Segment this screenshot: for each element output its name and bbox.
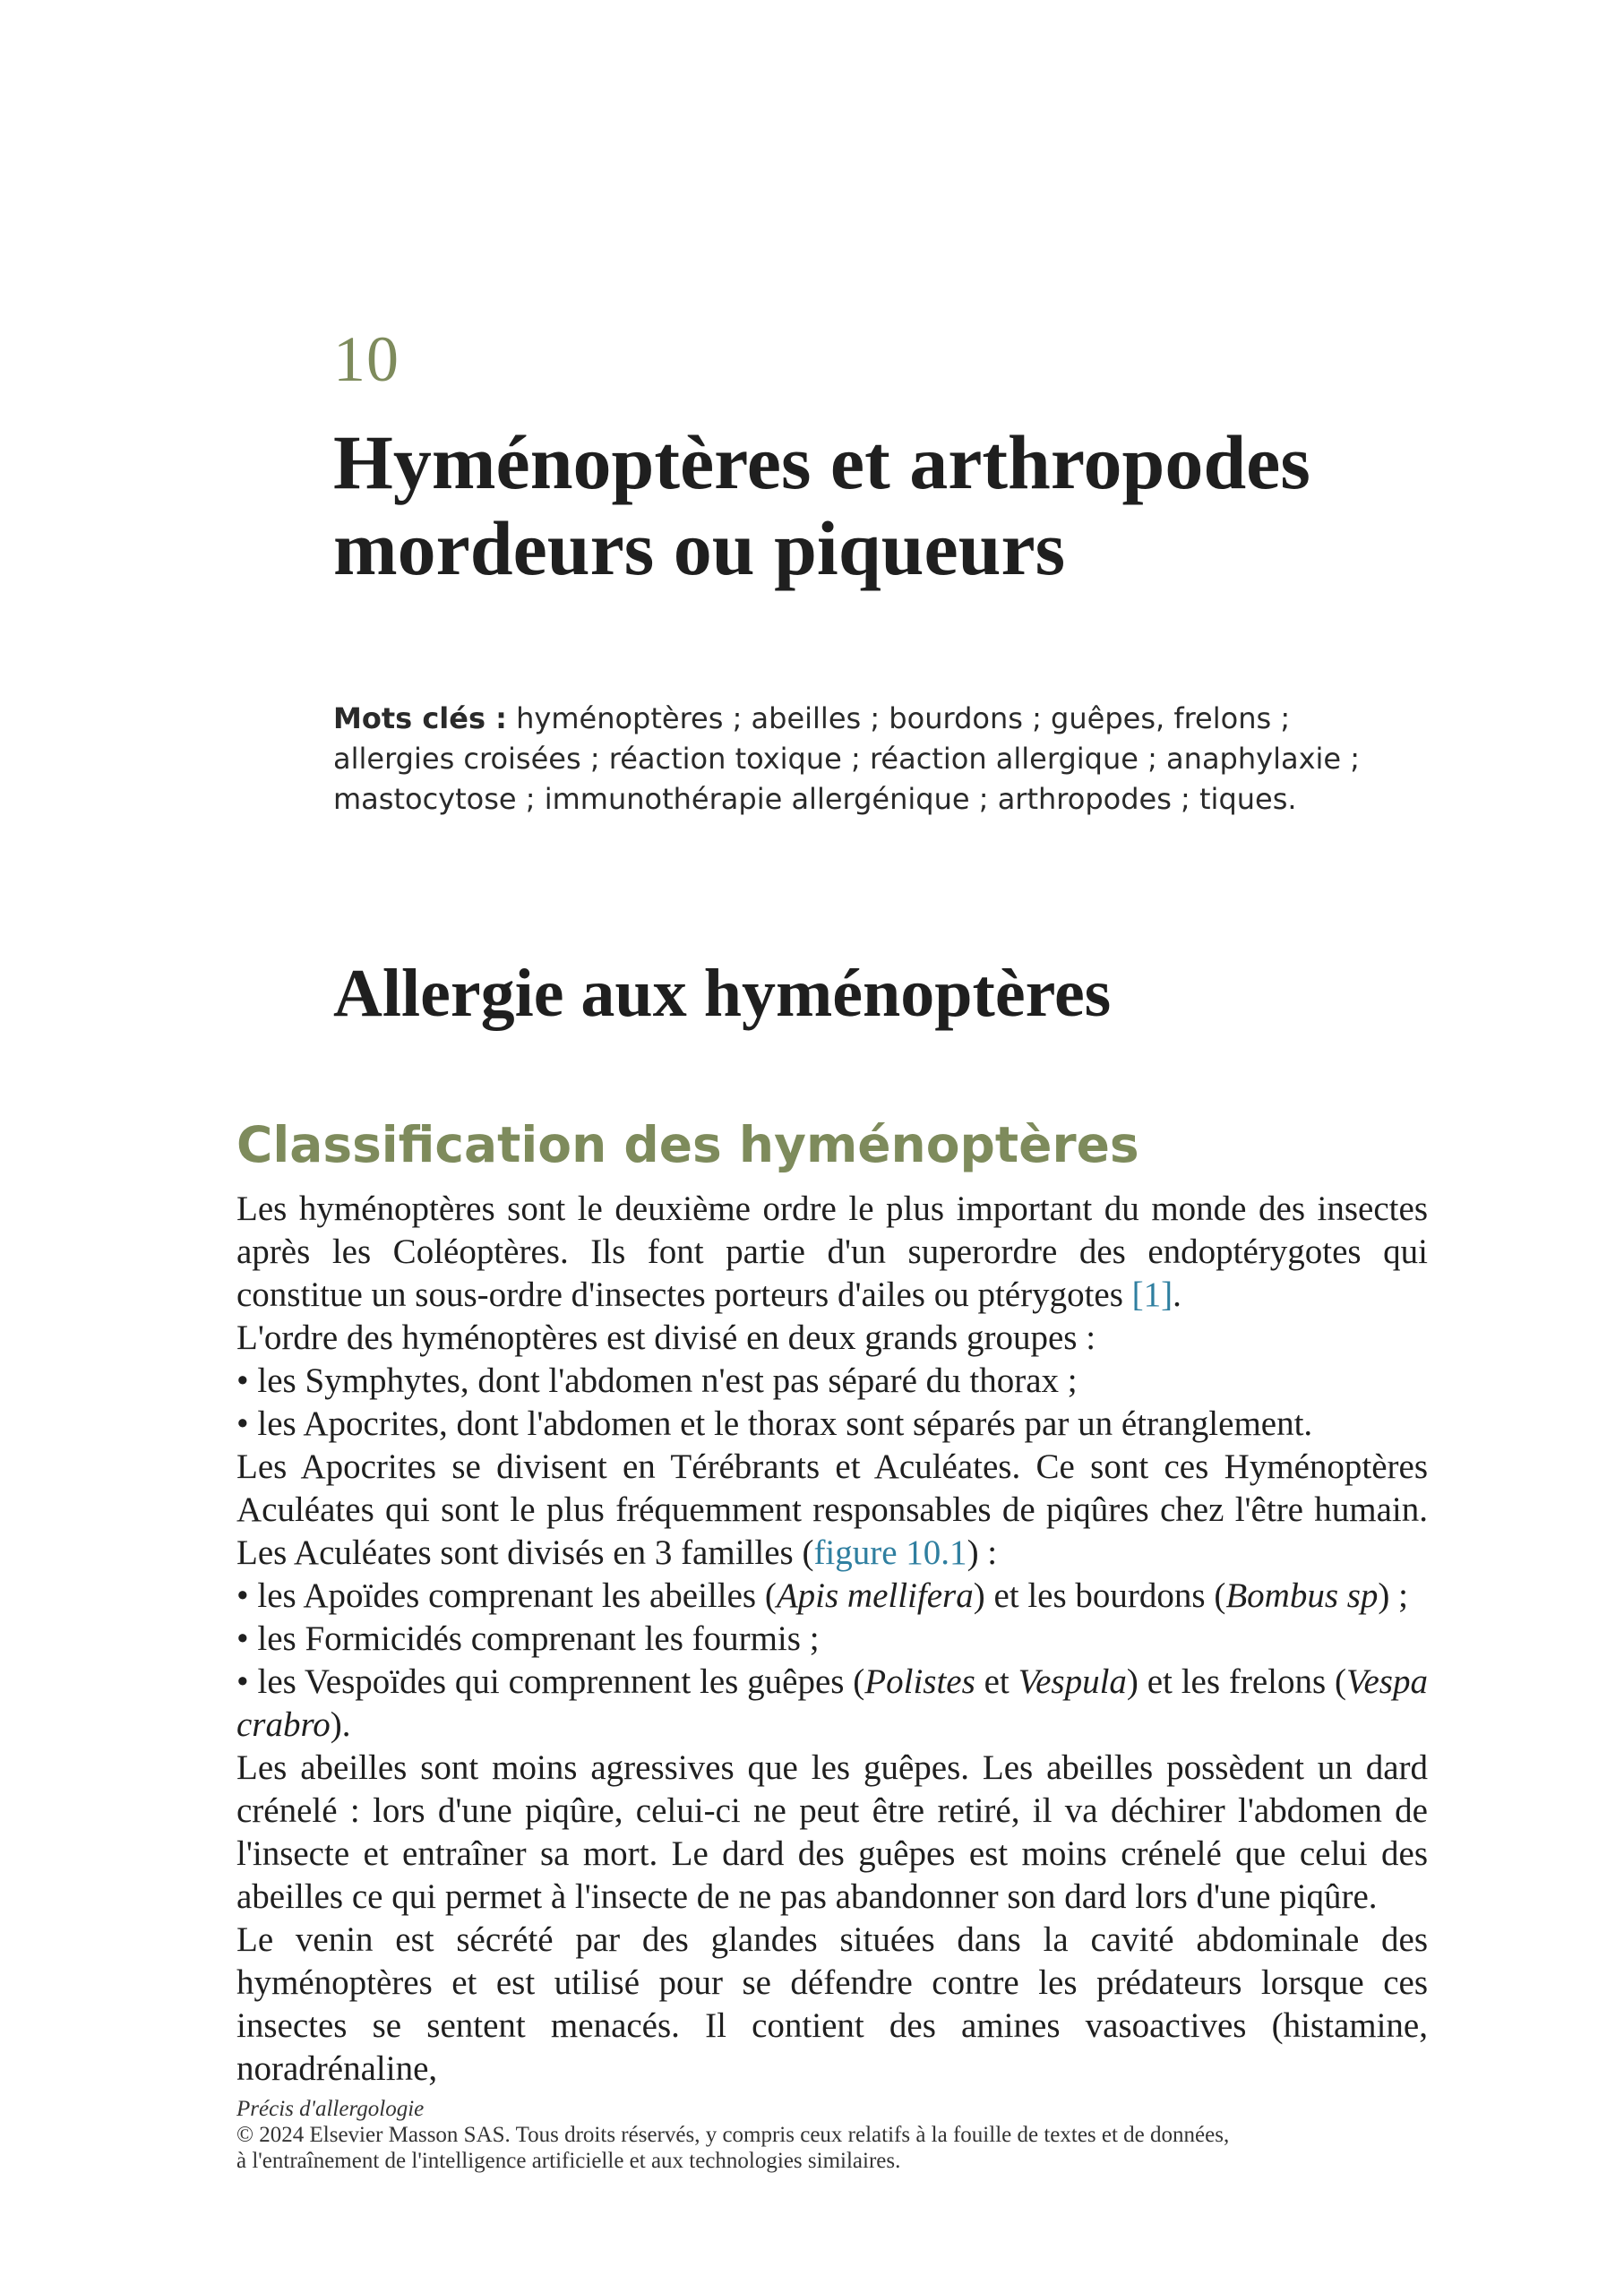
chapter-title-line2: mordeurs ou piqueurs bbox=[333, 505, 1066, 591]
list-item-text: et bbox=[975, 1662, 1018, 1701]
paragraph-text: . bbox=[1173, 1275, 1181, 1314]
paragraph-text: ) : bbox=[967, 1533, 998, 1572]
chapter-number: 10 bbox=[333, 323, 400, 395]
list-item-text: ). bbox=[330, 1705, 351, 1744]
list-item-text: ) et les frelons ( bbox=[1126, 1662, 1346, 1701]
paragraph: Le venin est sécrété par des glandes situées dans la cavité abdominale des hyménoptères et est utilisé pour se défendre contre les prédateurs lorsque ces insectes se sentent menacés. Il contient des amines vasoactives (histamine, noradrénaline, bbox=[236, 1920, 1428, 2088]
keywords-text: hyménoptères ; abeilles ; bourdons ; guêpes, frelons ; allergies croisées ; réaction toxique ; réaction allergique ; anaphylaxie ; mastocytose ; immunothérapie allergénique ; arthropodes ; tiques. bbox=[333, 701, 1361, 816]
paragraph bbox=[236, 1188, 1428, 1317]
paragraph: Les abeilles sont moins agressives que les guêpes. Les abeilles possèdent un dard crénelé : lors d'une piqûre, celui-ci ne peut être retiré, il va déchirer l'abdomen de l'insecte et entraîner sa mort. Le dard des guêpes est moins crénelé que celui des abeilles ce qui permet à l'insecte de ne pas abandonner son dard lors d'une piqûre. bbox=[236, 1748, 1428, 1916]
list-item-text: les Vespoïdes qui comprennent les guêpes ( bbox=[257, 1662, 865, 1701]
list-item: • les Apocrites, dont l'abdomen et le thorax sont séparés par un étranglement. bbox=[236, 1403, 1428, 1446]
species-name: Polistes bbox=[864, 1662, 975, 1701]
reference-link[interactable]: [1] bbox=[1131, 1275, 1173, 1314]
keywords-block bbox=[333, 699, 1363, 820]
chapter-title-line1: Hyménoptères et arthropodes bbox=[333, 419, 1310, 505]
species-name: Bombus sp bbox=[1225, 1576, 1379, 1615]
subsection-title: Classification des hyménoptères bbox=[236, 1116, 1139, 1173]
list-item: • les Formicidés comprenant les fourmis ; bbox=[236, 1618, 1428, 1661]
paragraph-text: Les Apocrites se divisent en Térébrants et Aculéates. Ce sont ces Hyménoptères Aculéates qui sont le plus fréquemment responsables de piqûres chez l'être humain. Les Aculéates sont divisés en 3 familles ( bbox=[236, 1447, 1428, 1572]
keywords-label: Mots clés : bbox=[333, 701, 507, 735]
book-title: Précis d'allergologie bbox=[236, 2097, 425, 2121]
list-item bbox=[236, 1575, 1428, 1618]
paragraph bbox=[236, 1446, 1428, 1575]
species-name: Apis mellifera bbox=[776, 1576, 974, 1615]
section-title: Allergie aux hyménoptères bbox=[333, 956, 1112, 1031]
list-item-text: ) ; bbox=[1378, 1576, 1408, 1615]
species-name: Vespa crabro bbox=[236, 1662, 1428, 1744]
copyright-line: à l'entraînement de l'intelligence artificielle et aux technologies similaires. bbox=[236, 2149, 901, 2173]
copyright-line: © 2024 Elsevier Masson SAS. Tous droits réservés, y compris ceux relatifs à la fouille de textes et de données, bbox=[236, 2123, 1230, 2147]
paragraph: L'ordre des hyménoptères est divisé en deux grands groupes : bbox=[236, 1318, 1096, 1357]
list-item-text: ) et les bourdons ( bbox=[973, 1576, 1226, 1615]
body-text bbox=[236, 1188, 1428, 2091]
figure-link[interactable]: figure 10.1 bbox=[813, 1533, 967, 1572]
list-item bbox=[236, 1661, 1428, 1747]
page-footer bbox=[236, 2096, 1428, 2174]
list-item: • les Symphytes, dont l'abdomen n'est pas séparé du thorax ; bbox=[236, 1360, 1428, 1403]
list-item-text: les Apoïdes comprenant les abeilles ( bbox=[257, 1576, 777, 1615]
chapter-title bbox=[333, 419, 1498, 591]
paragraph-text: Les hyménoptères sont le deuxième ordre le plus important du monde des insectes après les Coléoptères. Ils font partie d'un superordre des endoptérygotes qui constitue un sous-ordre d'insectes porteurs d'ailes ou ptérygotes bbox=[236, 1189, 1428, 1314]
species-name: Vespula bbox=[1018, 1662, 1127, 1701]
